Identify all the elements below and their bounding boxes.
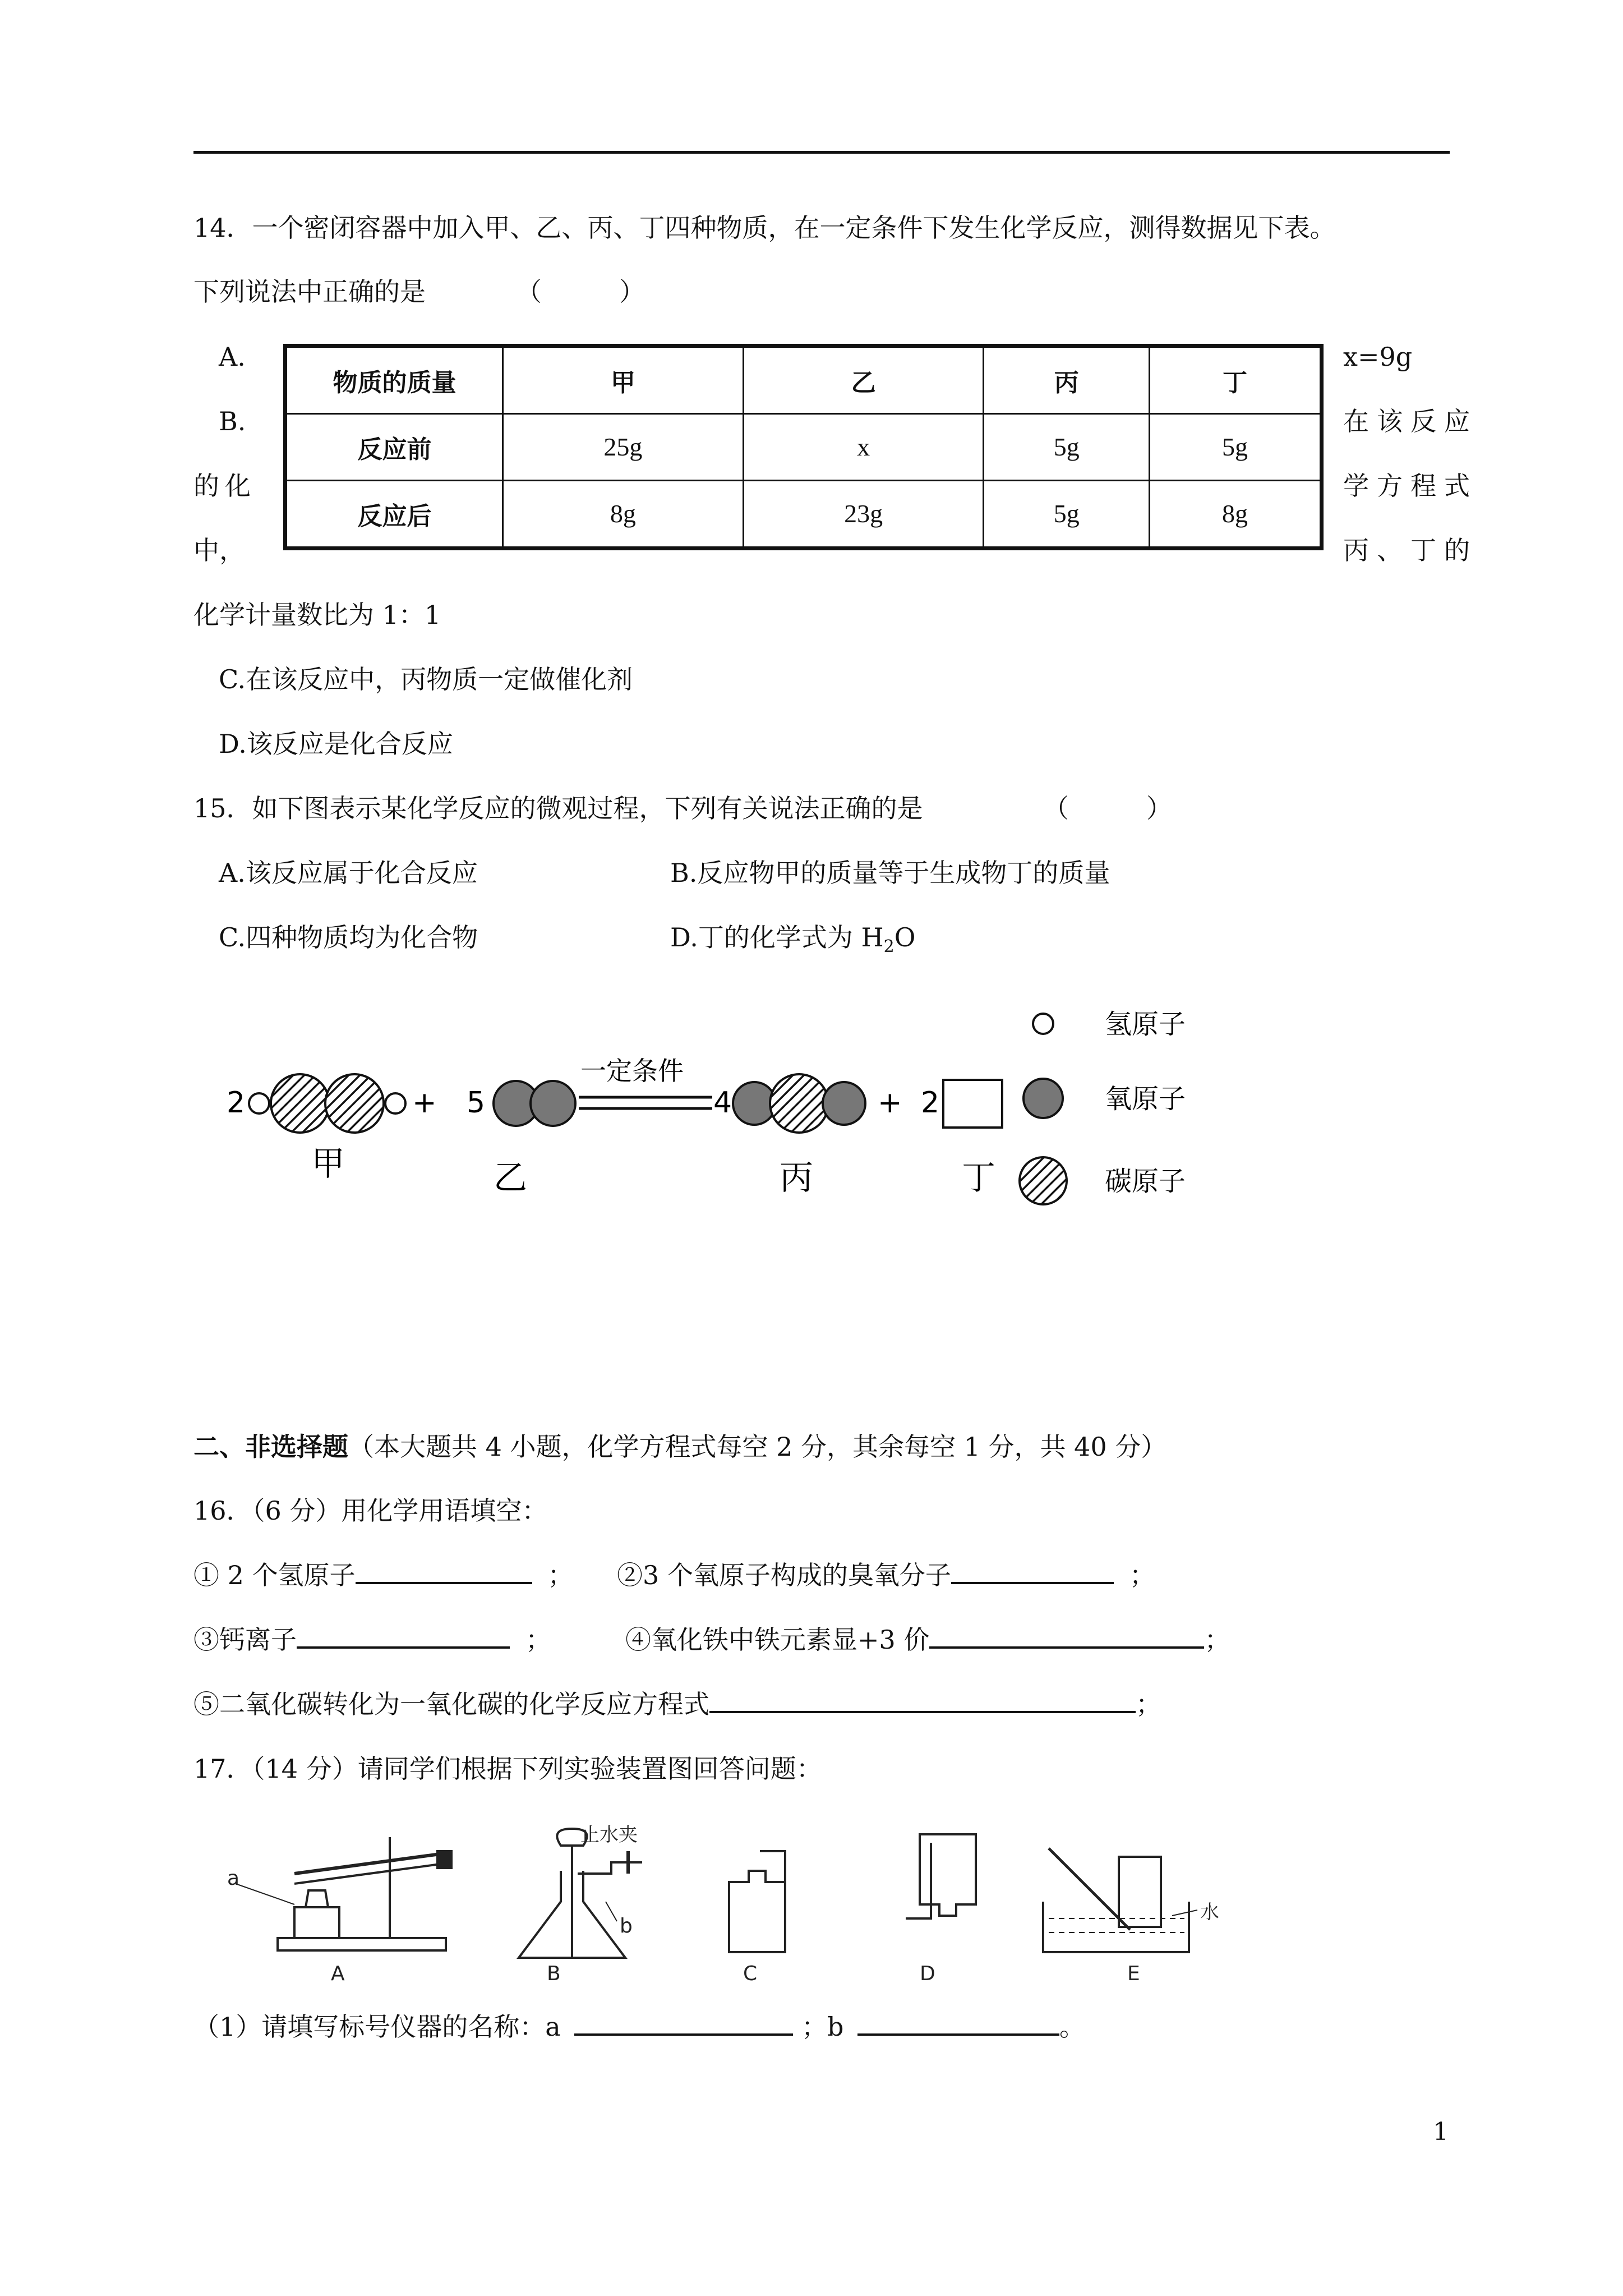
q16-item5-label: ⑤二氧化碳转化为一氧化碳的化学反应方程式 (193, 1689, 709, 1719)
q16-item5 (193, 1691, 1161, 1717)
q16-item4-label: ④氧化铁中铁元素显+3 价 (625, 1625, 930, 1655)
apparatus-e (1043, 1848, 1197, 1952)
apparatus-label-e: E (1127, 1962, 1140, 1985)
q14-option-d: D.该反应是化合反应 (219, 729, 453, 759)
leader-line (236, 1884, 294, 1904)
q17-sub1-label-b: ；b (801, 2012, 844, 2042)
collecting-bottle (1119, 1857, 1161, 1927)
table-header-row (285, 346, 1322, 414)
hydrogen-atom (385, 1093, 405, 1114)
table-cell: 23g (743, 480, 984, 548)
table-cell: 5g (1149, 414, 1321, 480)
q17-sub1 (193, 2014, 1085, 2040)
delivery-tube (906, 1843, 931, 1918)
condition-text: 一定条件 (580, 1056, 684, 1086)
apparatus-b (519, 1829, 642, 1958)
q14-option-c: C.在该反应中，丙物质一定做催化剂 (219, 664, 633, 694)
apparatus-label-d: D (920, 1962, 935, 1985)
table-row (285, 414, 1322, 480)
q14-option-b-right3: 丙、丁的 (1343, 535, 1478, 565)
q14-option-b-left2: 的化 (193, 471, 256, 501)
gas-jar (729, 1871, 785, 1952)
q14-answer-paren: （ ） (516, 277, 645, 307)
apparatus-label-c: C (743, 1962, 758, 1985)
section2-heading (193, 1434, 1166, 1460)
section2-title: 二、非选择题 (193, 1432, 348, 1462)
leader-line (606, 1902, 617, 1921)
q17-stem: 17．（14 分）请同学们根据下列实验装置图回答问题： (193, 1754, 822, 1784)
coef-bing: 4 (713, 1086, 732, 1120)
stopper (437, 1851, 451, 1868)
q16-item1 (193, 1562, 574, 1588)
q15-option-d-text-end: O (894, 922, 916, 953)
answer-blank[interactable] (297, 1646, 510, 1649)
table-header-cell: 物质的质量 (285, 346, 503, 414)
q16-item3-label: ③钙离子 (193, 1625, 297, 1655)
q16-item4 (625, 1627, 1230, 1653)
legend-hydrogen-label: 氢原子 (1105, 1009, 1186, 1040)
table-cell: 5g (984, 480, 1149, 548)
answer-blank-a[interactable] (574, 2033, 793, 2036)
q15-option-d (670, 924, 915, 955)
q16-item2 (617, 1562, 1155, 1588)
alcohol-lamp (294, 1907, 339, 1938)
test-tube (294, 1864, 440, 1884)
legend-hydrogen-icon (1033, 1014, 1053, 1034)
clip-label: 止水夹 (580, 1824, 638, 1846)
q14-option-b-label: B. (219, 406, 246, 436)
coef-yi: 5 (467, 1086, 486, 1120)
label-bing: 丙 (780, 1158, 813, 1198)
legend-carbon-icon (1020, 1157, 1067, 1204)
oxygen-atom (531, 1081, 575, 1126)
lamp-wick (306, 1890, 328, 1907)
q17-sub1-label: （1）请填写标号仪器的名称：a (193, 2012, 561, 2042)
separator: ； (1136, 1689, 1161, 1719)
section2-note: （本大题共 4 小题，化学方程式每空 2 分，其余每空 1 分，共 40 分） (348, 1432, 1167, 1462)
q16-item2-label: ②3 个氧原子构成的臭氧分子 (617, 1560, 951, 1590)
q16-item3 (193, 1627, 551, 1653)
q16-stem: 16．（6 分）用化学用语填空： (193, 1496, 548, 1526)
label-yi: 乙 (494, 1158, 527, 1198)
table-cell: 5g (984, 414, 1149, 480)
delivery-tube (578, 1862, 642, 1874)
answer-blank[interactable] (951, 1582, 1114, 1584)
q15-option-d-subscript: 2 (883, 937, 895, 957)
q15-option-c: C.四种物质均为化合物 (219, 922, 478, 953)
separator: ； (1204, 1625, 1230, 1655)
label-ding: 丁 (962, 1158, 995, 1198)
q15-option-d-text: D.丁的化学式为 H (670, 922, 884, 953)
table-cell: 8g (503, 480, 744, 548)
table-row (285, 480, 1322, 548)
coef-jia: 2 (227, 1086, 246, 1120)
table-header-cell: 甲 (503, 346, 744, 414)
separator: ； (525, 1625, 551, 1655)
oxygen-atom (823, 1082, 865, 1125)
table-cell: x (743, 414, 984, 480)
label-a: a (227, 1867, 240, 1890)
table-cell: 8g (1149, 480, 1321, 548)
q14-option-a-value: x=9g (1343, 342, 1413, 372)
legend-oxygen-label: 氧原子 (1105, 1083, 1186, 1115)
table-cell: 25g (503, 414, 744, 480)
legend-oxygen-icon (1023, 1079, 1063, 1118)
table-header-cell: 丁 (1149, 346, 1321, 414)
q15-stem: 15．如下图表示某化学反应的微观过程，下列有关说法正确的是 (193, 793, 923, 823)
q15-answer-paren: （ ） (1043, 793, 1172, 823)
water-label: 水 (1200, 1901, 1219, 1924)
answer-blank[interactable] (929, 1646, 1204, 1649)
answer-blank-b[interactable] (857, 2033, 1059, 2036)
label-jia: 甲 (311, 1144, 345, 1184)
table-header-cell: 乙 (743, 346, 984, 414)
q14-option-b-continuation: 化学计量数比为 1：1 (193, 600, 441, 630)
q14-stem-line1: 14．一个密闭容器中加入甲、乙、丙、丁四种物质，在一定条件下发生化学反应，测得数据见下表。 (193, 213, 1336, 243)
unknown-molecule-box (943, 1080, 1002, 1128)
q15-option-a: A.该反应属于化合反应 (219, 858, 478, 888)
table-cell: 反应后 (285, 480, 503, 548)
q16-item1-label: ① 2 个氢原子 (193, 1560, 356, 1590)
separator: ； (547, 1560, 574, 1590)
carbon-atom (770, 1074, 828, 1133)
test-tube (294, 1854, 440, 1874)
page-number: 1 (1433, 2118, 1449, 2146)
plus-sign: + (412, 1086, 437, 1120)
label-b: b (620, 1915, 633, 1938)
leader-line (1172, 1910, 1197, 1916)
delivery-tube (760, 1851, 785, 1932)
inverted-gas-jar (920, 1834, 976, 1916)
table-cell: 反应前 (285, 414, 503, 480)
header-rule (193, 151, 1450, 154)
stand-base (278, 1938, 446, 1950)
coef-ding: 2 (921, 1086, 940, 1120)
apparatus-label-a: A (331, 1962, 345, 1985)
carbon-atom (271, 1074, 329, 1133)
plus-sign: + (878, 1086, 902, 1120)
apparatus-a (236, 1837, 451, 1950)
q14-stem-line2: 下列说法中正确的是 (193, 277, 426, 307)
reaction-diagram (213, 987, 1223, 1245)
hydrogen-atom (249, 1093, 269, 1114)
separator: ； (1129, 1560, 1155, 1590)
q14-option-b-right1: 在该反应 (1343, 406, 1478, 436)
q14-option-b-right2: 学方程式 (1343, 471, 1478, 501)
lab-apparatus-diagram (224, 1818, 1290, 1986)
table-header-cell: 丙 (984, 346, 1149, 414)
q17-sub1-end: 。 (1059, 2012, 1086, 2042)
water-trough (1043, 1902, 1189, 1952)
q15-option-b: B.反应物甲的质量等于生成物丁的质量 (670, 858, 1110, 888)
legend-carbon-label: 碳原子 (1105, 1166, 1186, 1197)
apparatus-label-b: B (547, 1962, 561, 1985)
q14-option-b-left3: 中， (193, 535, 245, 565)
carbon-atom (325, 1074, 384, 1133)
apparatus-c (729, 1851, 785, 1952)
answer-blank[interactable] (709, 1711, 1136, 1713)
q14-option-a-label: A. (219, 342, 246, 372)
apparatus-d (906, 1834, 976, 1918)
answer-blank[interactable] (356, 1582, 532, 1584)
q14-mass-table (283, 344, 1324, 550)
